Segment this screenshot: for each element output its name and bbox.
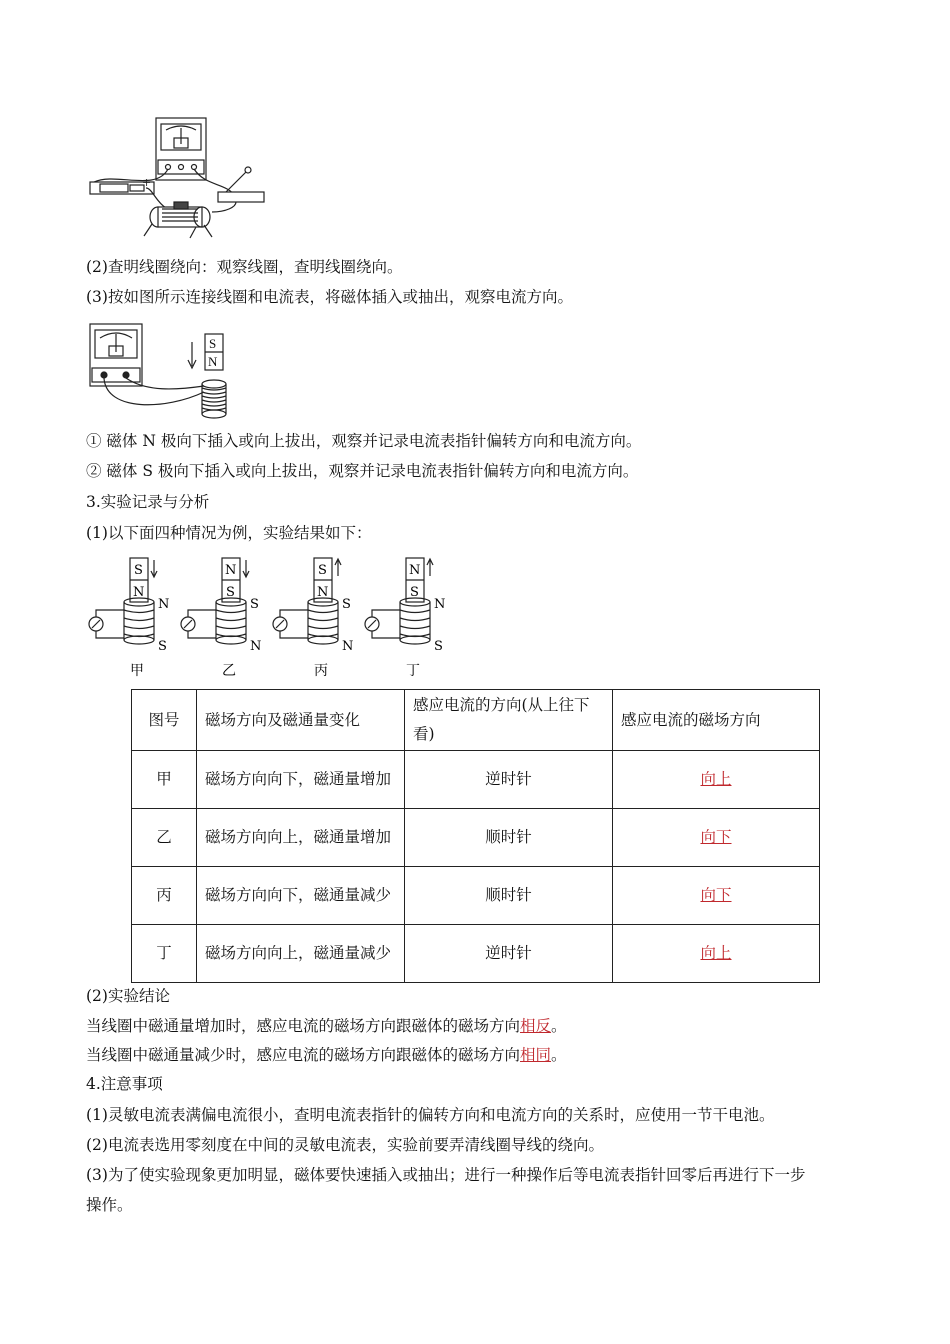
header-change: 磁场方向及磁通量变化 bbox=[197, 690, 405, 751]
case-4-magnet-top: N bbox=[409, 563, 421, 578]
case-3-magnet-bottom: N bbox=[317, 585, 329, 600]
row-3-figure: 丙 bbox=[132, 867, 197, 925]
table-row bbox=[132, 809, 820, 867]
case-2-magnet-top: N bbox=[225, 563, 237, 578]
circuit-figure-galvanometer-battery bbox=[86, 112, 271, 242]
case-3-figure bbox=[273, 558, 353, 679]
row-1-current: 逆时针 bbox=[405, 751, 613, 809]
header-current: 感应电流的方向(从上往下看) bbox=[405, 690, 613, 751]
header-field: 感应电流的磁场方向 bbox=[613, 690, 820, 751]
row-4-change: 磁场方向向上，磁通量减少 bbox=[197, 925, 405, 983]
answer-same: 相同 bbox=[520, 1046, 552, 1064]
row-1-figure: 甲 bbox=[132, 751, 197, 809]
case-1-magnet-bottom: N bbox=[133, 585, 145, 600]
table-row bbox=[132, 867, 820, 925]
case-4-coil-bottom: S bbox=[434, 639, 443, 654]
case-3-coil-top: S bbox=[342, 597, 351, 612]
row-3-field: 向下 bbox=[700, 886, 732, 904]
row-1-field: 向上 bbox=[700, 770, 732, 788]
row-1-change: 磁场方向向下，磁通量增加 bbox=[197, 751, 405, 809]
battery-plus-label: + bbox=[142, 176, 152, 189]
row-2-change: 磁场方向向上，磁通量增加 bbox=[197, 809, 405, 867]
table-row bbox=[132, 925, 820, 983]
note-3: (3)为了使实验现象更加明显，磁体要快速插入或抽出；进行一种操作后等电流表指针回零后再进行下一步 bbox=[86, 1166, 806, 1184]
magnet-bottom-label: N bbox=[208, 354, 218, 369]
row-4-figure: 丁 bbox=[132, 925, 197, 983]
answer-opposite: 相反 bbox=[520, 1017, 552, 1035]
notes-heading: 4.注意事项 bbox=[86, 1075, 163, 1093]
case-1-coil-top: N bbox=[158, 597, 170, 612]
row-3-change: 磁场方向向下，磁通量减少 bbox=[197, 867, 405, 925]
row-4-field: 向上 bbox=[700, 944, 732, 962]
row-2-figure: 乙 bbox=[132, 809, 197, 867]
conclusion-increase: 当线圈中磁通量增加时，感应电流的磁场方向跟磁体的磁场方向相反。 bbox=[86, 1017, 567, 1035]
section-3-intro: (1)以下面四种情况为例，实验结果如下： bbox=[86, 524, 372, 542]
row-3-current: 顺时针 bbox=[405, 867, 613, 925]
case-2-label: 乙 bbox=[222, 663, 236, 679]
note-1: (1)灵敏电流表满偏电流很小，查明电流表指针的偏转方向和电流方向的关系时，应使用一节干电池。 bbox=[86, 1106, 775, 1124]
conclusion-decrease: 当线圈中磁通量减少时，感应电流的磁场方向跟磁体的磁场方向相同。 bbox=[86, 1046, 567, 1064]
case-2-magnet-bottom: S bbox=[226, 585, 235, 600]
conclusion-heading: (2)实验结论 bbox=[86, 987, 170, 1005]
case-3-magnet-top: S bbox=[318, 563, 327, 578]
case-4-figure bbox=[365, 558, 445, 679]
section-3-heading: 3.实验记录与分析 bbox=[86, 493, 210, 511]
circuit-figure-coil-magnet bbox=[86, 322, 246, 422]
case-1-figure bbox=[89, 558, 169, 679]
row-4-current: 逆时针 bbox=[405, 925, 613, 983]
step-check-coil: (2)查明线圈绕向：观察线圈，查明线圈绕向。 bbox=[86, 258, 403, 276]
case-1-magnet-top: S bbox=[134, 563, 143, 578]
case-2-coil-bottom: N bbox=[250, 639, 262, 654]
table-row bbox=[132, 751, 820, 809]
magnet-top-label: S bbox=[209, 336, 217, 351]
experiment-record-table bbox=[131, 689, 820, 983]
step-connect: (3)按如图所示连接线圈和电流表，将磁体插入或抽出，观察电流方向。 bbox=[86, 288, 573, 306]
four-cases-figure bbox=[86, 552, 456, 682]
step-s-pole: ② 磁体 S 极向下插入或向上拔出，观察并记录电流表指针偏转方向和电流方向。 bbox=[86, 462, 639, 480]
case-4-coil-top: N bbox=[434, 597, 446, 612]
case-3-label: 丙 bbox=[314, 663, 328, 679]
case-2-figure bbox=[181, 558, 261, 679]
row-2-current: 顺时针 bbox=[405, 809, 613, 867]
note-2: (2)电流表选用零刻度在中间的灵敏电流表，实验前要弄清线圈导线的绕向。 bbox=[86, 1136, 604, 1154]
table-header-row bbox=[132, 690, 820, 751]
case-4-magnet-bottom: S bbox=[410, 585, 419, 600]
case-2-coil-top: S bbox=[250, 597, 259, 612]
case-1-coil-bottom: S bbox=[158, 639, 167, 654]
step-n-pole: ① 磁体 N 极向下插入或向上拔出，观察并记录电流表指针偏转方向和电流方向。 bbox=[86, 432, 642, 450]
note-3-continued: 操作。 bbox=[86, 1196, 133, 1214]
case-3-coil-bottom: N bbox=[342, 639, 354, 654]
case-4-label: 丁 bbox=[406, 663, 420, 679]
header-figure: 图号 bbox=[132, 690, 197, 751]
case-1-label: 甲 bbox=[130, 663, 144, 679]
row-2-field: 向下 bbox=[700, 828, 732, 846]
